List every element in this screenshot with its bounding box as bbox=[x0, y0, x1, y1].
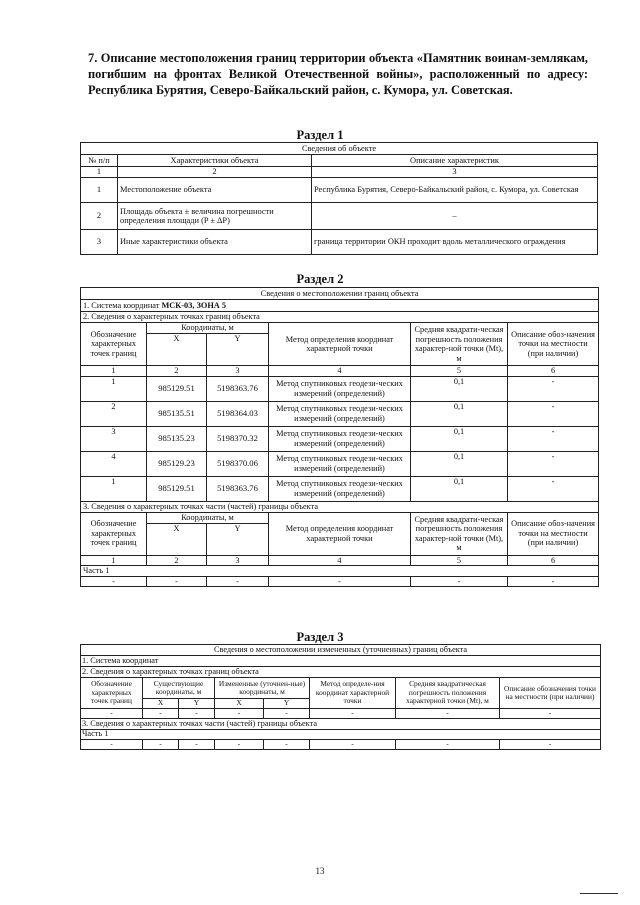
empty-cell: - bbox=[179, 709, 215, 719]
header-method: Метод определения координат характерной точки bbox=[269, 323, 411, 366]
table-row bbox=[81, 476, 599, 501]
subsection-3-label: 3. Сведения о характерных точках части (частей) границы объекта bbox=[81, 501, 599, 512]
header-existing-coordinates: Существующие координаты, м bbox=[143, 678, 215, 699]
table-row bbox=[81, 178, 598, 203]
empty-cell: - bbox=[264, 740, 310, 750]
point-x: 985129.51 bbox=[147, 376, 207, 401]
point-desc: - bbox=[508, 426, 599, 451]
empty-cell: - bbox=[215, 740, 264, 750]
table-row bbox=[81, 426, 599, 451]
header-method: Метод определе-ния координат характерной точки bbox=[310, 678, 396, 709]
empty-cell: - bbox=[310, 740, 396, 750]
header-description: Описание обозначения точки на местности (при наличии) bbox=[500, 678, 601, 709]
empty-cell: - bbox=[269, 576, 411, 587]
row-number: 3 bbox=[81, 230, 118, 255]
col-number: 6 bbox=[508, 555, 599, 566]
point-mt: 0,1 bbox=[411, 476, 508, 501]
part-label: Часть 1 bbox=[81, 730, 601, 740]
empty-cell: - bbox=[215, 709, 264, 719]
point-method: Метод спутниковых геодези-ческих измерений (определений) bbox=[269, 476, 411, 501]
coordinate-system: 1. Система координат bbox=[81, 656, 601, 667]
header-description: Описание обоз-начения точки на местности (при наличии) bbox=[508, 323, 599, 366]
header-x: X bbox=[147, 334, 207, 366]
row-value: – bbox=[312, 203, 598, 230]
point-method: Метод спутниковых геодези-ческих измерений (определений) bbox=[269, 426, 411, 451]
coordinate-system-value: МСК-03, ЗОНА 5 bbox=[161, 300, 226, 310]
row-value: Республика Бурятия, Северо-Байкальский район, с. Кумора, ул. Советская bbox=[312, 178, 598, 203]
table-row bbox=[81, 203, 598, 230]
header-y: Y bbox=[179, 699, 215, 709]
col-number: 2 bbox=[118, 167, 312, 178]
point-mt: 0,1 bbox=[411, 376, 508, 401]
col-number: 4 bbox=[269, 366, 411, 377]
point-desc: - bbox=[508, 451, 599, 476]
col-number: 2 bbox=[147, 555, 207, 566]
point-method: Метод спутниковых геодези-ческих измерений (определений) bbox=[269, 451, 411, 476]
subsection-2-label: 2. Сведения о характерных точках границ объекта bbox=[81, 312, 599, 323]
point-x: 985129.23 bbox=[147, 451, 207, 476]
subsection-2-label: 2. Сведения о характерных точках границ объекта bbox=[81, 667, 601, 678]
header-y: Y bbox=[207, 523, 269, 555]
col-number: 2 bbox=[147, 366, 207, 377]
empty-cell: - bbox=[207, 576, 269, 587]
col-number: 1 bbox=[81, 555, 147, 566]
header-designation: Обозначение характерных точек границ bbox=[81, 678, 143, 709]
row-name: Иные характеристики объекта bbox=[118, 230, 312, 255]
row-name: Местоположение объекта bbox=[118, 178, 312, 203]
object-info-table bbox=[80, 142, 598, 255]
header-x: X bbox=[215, 699, 264, 709]
col-number: 5 bbox=[411, 366, 508, 377]
row-value: граница территории ОКН проходит вдоль металлического ограждения bbox=[312, 230, 598, 255]
point-y: 5198370.32 bbox=[207, 426, 269, 451]
table-row bbox=[81, 401, 599, 426]
header-coordinates: Координаты, м bbox=[147, 323, 269, 334]
empty-cell: - bbox=[310, 709, 396, 719]
empty-cell: - bbox=[81, 740, 143, 750]
header-y: Y bbox=[207, 334, 269, 366]
header-description: Описание обоз-начения точки на местности (при наличии) bbox=[508, 512, 599, 555]
header-accuracy: Средняя квадрати-ческая погрешность положения характер-ной точки (Mt), м bbox=[411, 323, 508, 366]
point-y: 5198364.03 bbox=[207, 401, 269, 426]
header-designation: Обозначение характерных точек границ bbox=[81, 323, 147, 366]
col-number: 6 bbox=[508, 366, 599, 377]
col-number: 1 bbox=[81, 167, 118, 178]
point-id: 3 bbox=[81, 426, 147, 451]
table-title: Сведения об объекте bbox=[81, 143, 598, 155]
empty-cell: - bbox=[143, 740, 179, 750]
section-1-title: Раздел 1 bbox=[296, 128, 344, 142]
col-header-description: Описание характеристик bbox=[312, 155, 598, 167]
point-method: Метод спутниковых геодези-ческих измерений (определений) bbox=[269, 401, 411, 426]
point-x: 985135.23 bbox=[147, 426, 207, 451]
boundary-location-table bbox=[80, 287, 599, 587]
empty-cell: - bbox=[396, 740, 500, 750]
table-row bbox=[81, 230, 598, 255]
empty-cell: - bbox=[264, 709, 310, 719]
table-title: Сведения о местоположении измененных (уточненных) границ объекта bbox=[81, 645, 601, 656]
section-7-heading: 7. Описание местоположения границ территории объекта «Памятник воинам-землякам, погибшим на фронтах Великой Отечественной войны», расположенный по адресу: Республика Бурятия, Северо-Байкальский район, с. Кумора, ул. Советская. bbox=[88, 51, 588, 97]
col-number: 3 bbox=[207, 555, 269, 566]
point-mt: 0,1 bbox=[411, 401, 508, 426]
section-3-title: Раздел 3 bbox=[296, 630, 344, 644]
point-mt: 0,1 bbox=[411, 451, 508, 476]
empty-cell: - bbox=[81, 709, 143, 719]
point-desc: - bbox=[508, 401, 599, 426]
empty-cell: - bbox=[81, 576, 147, 587]
table-row bbox=[81, 740, 601, 750]
point-method: Метод спутниковых геодези-ческих измерений (определений) bbox=[269, 376, 411, 401]
col-number: 1 bbox=[81, 366, 147, 377]
row-number: 2 bbox=[81, 203, 118, 230]
empty-cell: - bbox=[179, 740, 215, 750]
col-number: 4 bbox=[269, 555, 411, 566]
header-accuracy: Средняя квадратическая погрешность положения характерной точки (Mt), м bbox=[396, 678, 500, 709]
point-y: 5198363.76 bbox=[207, 476, 269, 501]
page-number: 13 bbox=[315, 866, 325, 876]
point-x: 985129.51 bbox=[147, 476, 207, 501]
point-id: 4 bbox=[81, 451, 147, 476]
point-desc: - bbox=[508, 376, 599, 401]
header-designation: Обозначение характерных точек границ bbox=[81, 512, 147, 555]
empty-cell: - bbox=[508, 576, 599, 587]
point-id: 1 bbox=[81, 476, 147, 501]
row-number: 1 bbox=[81, 178, 118, 203]
col-number: 5 bbox=[411, 555, 508, 566]
col-header-characteristic: Характеристики объекта bbox=[118, 155, 312, 167]
coordinate-system: 1. Система координат МСК-03, ЗОНА 5 bbox=[81, 300, 599, 312]
header-x: X bbox=[147, 523, 207, 555]
corner-mark bbox=[580, 893, 618, 894]
changed-boundary-table bbox=[80, 644, 601, 750]
empty-cell: - bbox=[143, 709, 179, 719]
header-method: Метод определения координат характерной точки bbox=[269, 512, 411, 555]
table-row bbox=[81, 576, 599, 587]
subsection-3-label: 3. Сведения о характерных точках части (частей) границы объекта bbox=[81, 719, 601, 730]
col-number: 3 bbox=[312, 167, 598, 178]
table-row bbox=[81, 709, 601, 719]
point-desc: - bbox=[508, 476, 599, 501]
empty-cell: - bbox=[396, 709, 500, 719]
point-id: 2 bbox=[81, 401, 147, 426]
part-label: Часть 1 bbox=[81, 566, 599, 577]
point-y: 5198370.06 bbox=[207, 451, 269, 476]
section-2-title: Раздел 2 bbox=[296, 272, 344, 286]
empty-cell: - bbox=[500, 709, 601, 719]
empty-cell: - bbox=[500, 740, 601, 750]
point-id: 1 bbox=[81, 376, 147, 401]
empty-cell: - bbox=[147, 576, 207, 587]
table-row bbox=[81, 376, 599, 401]
header-coordinates: Координаты, м bbox=[147, 512, 269, 523]
row-name: Площадь объекта ± величина погрешности определения площади (P ± ΔP) bbox=[118, 203, 312, 230]
point-x: 985135.51 bbox=[147, 401, 207, 426]
table-title: Сведения о местоположении границ объекта bbox=[81, 288, 599, 300]
point-mt: 0,1 bbox=[411, 426, 508, 451]
col-number: 3 bbox=[207, 366, 269, 377]
point-y: 5198363.76 bbox=[207, 376, 269, 401]
header-changed-coordinates: Измененные (уточнен-ные) координаты, м bbox=[215, 678, 310, 699]
header-y: Y bbox=[264, 699, 310, 709]
col-header-number: № п/п bbox=[81, 155, 118, 167]
header-x: X bbox=[143, 699, 179, 709]
table-row bbox=[81, 451, 599, 476]
header-accuracy: Средняя квадрати-ческая погрешность положения характер-ной точки (Mt), м bbox=[411, 512, 508, 555]
empty-cell: - bbox=[411, 576, 508, 587]
